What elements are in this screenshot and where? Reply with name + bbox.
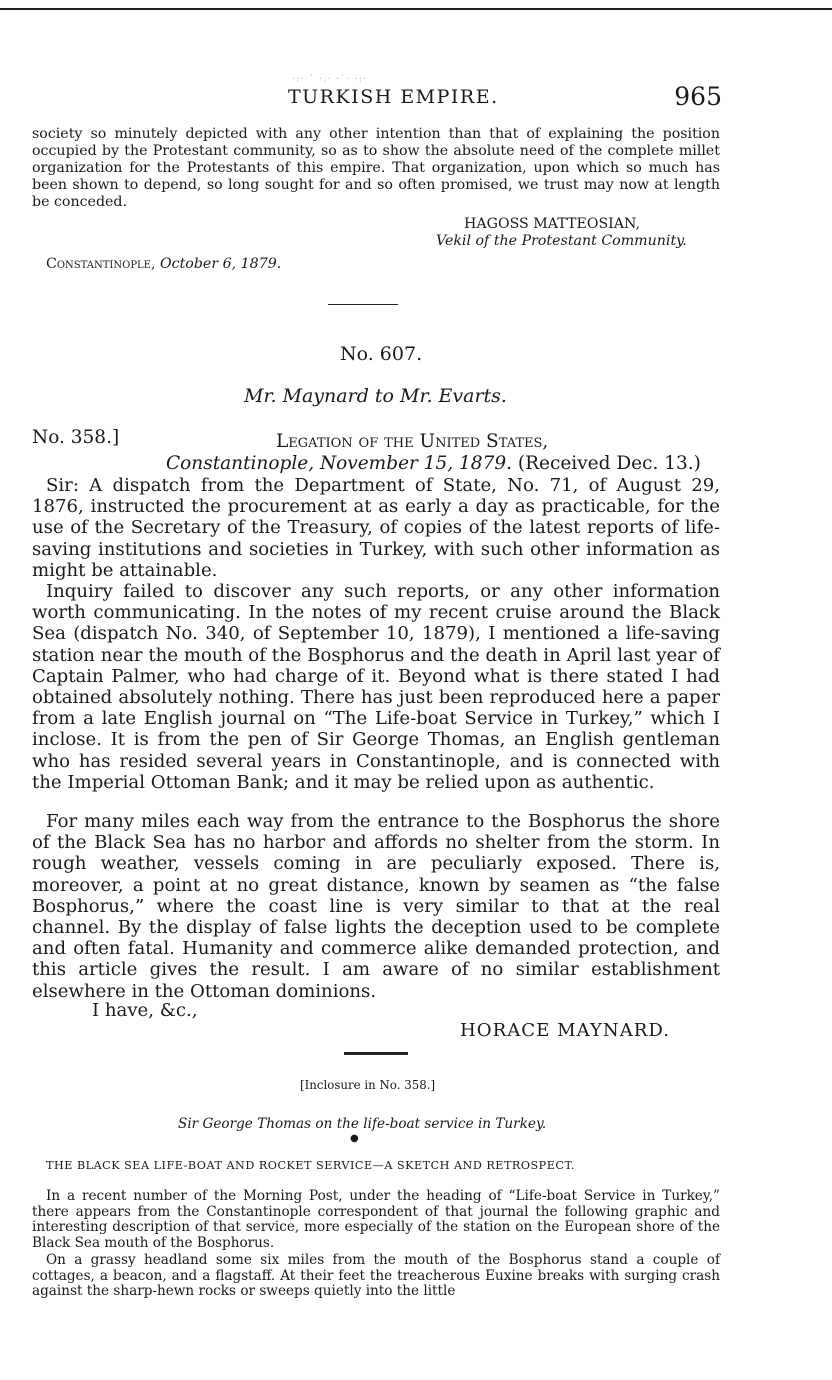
inclosure-label: [Inclosure in No. 358.] — [300, 1078, 436, 1092]
inclosure-paragraph-1: In a recent number of the Morning Post, under the heading of “Life-boat Service in Turkey,” there appears from the Constantinople correspondent of that journal the following graphic and interesting description of that service, more especially of the station on the European shore of the Black Sea mouth of the Bosphorus. — [32, 1188, 720, 1251]
bullet-dot: ● — [350, 1133, 359, 1144]
faint-stamp-mark: ·:· ˙ ·.· ·˙· ·:· — [292, 74, 368, 85]
prior-letter-dateline — [46, 256, 281, 272]
dispatch-number: No. 358.] — [32, 427, 120, 448]
inclosure-title: Sir George Thomas on the life-boat service in Turkey. — [178, 1116, 547, 1132]
dispatch-dateline — [166, 453, 701, 474]
document-subtitle: Mr. Maynard to Mr. Evarts. — [244, 385, 507, 407]
prior-letter-place: Constantinople, — [46, 256, 156, 272]
inclosure-paragraph-2: On a grassy headland some six miles from the mouth of the Bosphorus stand a couple of cottages, a beacon, and a flagstaff. At their feet the treacherous Euxine breaks with surging crash against the sharp-hewn rocks or sweeps quietly into the little — [32, 1252, 720, 1300]
legation-heading: Legation of the United States, — [276, 431, 549, 452]
dispatch-paragraph-3: For many miles each way from the entrance to the Bosphorus the shore of the Black Sea has no harbor and affords no shelter from the storm. In rough weather, vessels coming in are peculiarly exposed. There is, moreover, a point at no great distance, known by seamen as “the false Bosphorus,” where the coast line is very similar to that at the real channel. By the display of false lights the deception used to be complete and often fatal. Humanity and commerce alike demanded protection, and this article gives the result. I am aware of no similar establishment elsewhere in the Ottoman dominions. — [32, 811, 720, 1002]
inclosure-section-heading: THE BLACK SEA LIFE-BOAT AND ROCKET SERVICE—A SKETCH AND RETROSPECT. — [46, 1159, 575, 1172]
running-title: TURKISH EMPIRE. — [288, 86, 499, 108]
dispatch-paragraph-2: Inquiry failed to discover any such reports, or any other information worth communicating. In the notes of my recent cruise around the Black Sea (dispatch No. 340, of September 10, 1879), I mentioned a life-saving station near the mouth of the Bosphorus and the death in April last year of Captain Palmer, who had charge of it. Beyond what is there stated I had obtained absolutely nothing. There has just been reproduced here a paper from a late English journal on “The Life-boat Service in Turkey,” which I inclose. It is from the pen of Sir George Thomas, an English gentleman who has resided several years in Constantinople, and is connected with the Imperial Ottoman Bank; and it may be relied upon as authentic. — [32, 581, 720, 793]
received-date: (Received Dec. 13.) — [517, 453, 701, 474]
prior-letter-signer-title: Vekil of the Protestant Community. — [436, 233, 687, 249]
prior-letter-signer: HAGOSS MATTEOSIAN, — [464, 216, 641, 232]
page-number: 965 — [674, 82, 722, 111]
section-divider-rule — [328, 304, 398, 305]
dispatch-place-date: Constantinople, November 15, 1879. — [166, 453, 512, 474]
dispatch-paragraph-1: Sir: A dispatch from the Department of State, No. 71, of August 29, 1876, instructed the procurement at as early a day as practicable, for the use of the Secretary of the Treasury, of copies of the latest reports of life-saving institutions and societies in Turkey, with such other information as might be attainable. — [32, 475, 720, 581]
prior-letter-date: October 6, 1879. — [160, 256, 282, 272]
heavy-divider-rule — [344, 1052, 408, 1055]
top-border-rule — [0, 8, 832, 10]
document-number: No. 607. — [340, 343, 423, 365]
dispatch-signer: HORACE MAYNARD. — [460, 1020, 671, 1041]
closing-salutation: I have, &c., — [92, 1000, 198, 1021]
prior-letter-paragraph: society so minutely depicted with any other intention than that of explaining the position occupied by the Protestant community, so as to show the absolute need of the complete millet organization for the Protestants of this empire. That organization, upon which so much has been shown to depend, so long sought for and so often promised, we trust may now at length be conceded. — [32, 126, 720, 210]
